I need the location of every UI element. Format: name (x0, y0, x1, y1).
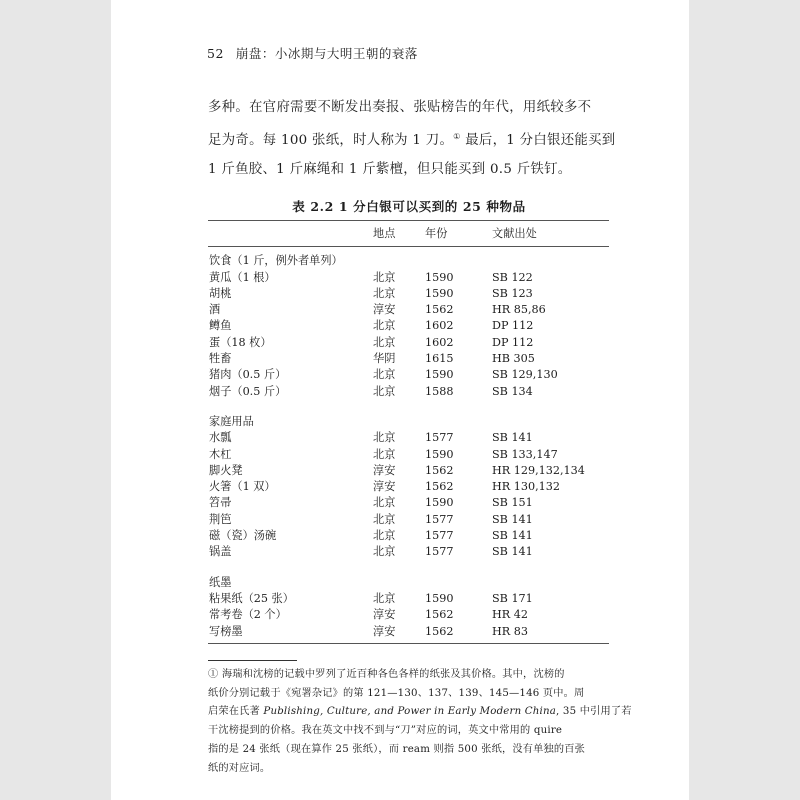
footnote-text: 启荣在氏著 (208, 706, 264, 718)
cell-location: 北京 (373, 591, 396, 605)
footnote-line (208, 703, 632, 722)
header-item (208, 226, 373, 242)
cell-source: SB 122 (492, 270, 533, 284)
cell-year: 1577 (425, 545, 454, 559)
cell-source: SB 141 (492, 529, 533, 543)
header-year: 年份 (425, 227, 448, 240)
body-line-part: 最后，1 分白银还能买到 (460, 133, 616, 148)
table-row (208, 463, 609, 479)
table-row (208, 430, 609, 446)
table-header-row (208, 221, 609, 246)
cell-item: 水瓢 (209, 431, 232, 445)
cell-source: HR 130,132 (492, 480, 560, 494)
table-section-title: 饮食（1 斤，例外者单列） (209, 254, 343, 268)
cell-year: 1590 (425, 270, 454, 284)
table-section-title: 家庭用品 (209, 414, 254, 428)
cell-source: DP 112 (492, 335, 534, 349)
footnote-line: 纸的对应词。 (208, 762, 271, 774)
cell-item: 磁（瓷）汤碗 (209, 529, 277, 543)
cell-year: 1590 (425, 447, 454, 461)
table-caption: 表 2.2 1 分白银可以买到的 25 种物品 (292, 199, 526, 214)
cell-location: 淳安 (373, 480, 396, 494)
cell-year: 1562 (425, 463, 454, 477)
table-row (208, 607, 609, 623)
table-section-title: 纸墨 (209, 575, 232, 589)
body-line: 多种。在官府需要不断发出奏报、张贴榜告的年代，用纸较多不 (208, 100, 592, 115)
section-spacer (208, 561, 609, 575)
cell-year: 1562 (425, 608, 454, 622)
cell-location: 华阴 (373, 352, 396, 366)
cell-location: 北京 (373, 496, 396, 510)
cell-location: 北京 (373, 384, 396, 398)
cell-year: 1615 (425, 352, 454, 366)
cell-item: 木杠 (209, 447, 232, 461)
cell-item: 酒 (209, 303, 221, 317)
cell-location: 北京 (373, 545, 396, 559)
table-row (208, 351, 609, 367)
footnote-rule (208, 660, 297, 661)
cell-location: 北京 (373, 447, 396, 461)
cell-source: SB 141 (492, 545, 533, 559)
book-page (111, 0, 689, 800)
cell-location: 淳安 (373, 624, 396, 638)
cell-year: 1562 (425, 303, 454, 317)
table-row (208, 384, 609, 400)
table-row (208, 270, 609, 286)
cell-item: 写榜墨 (209, 624, 243, 638)
cell-item: 牲畜 (209, 352, 232, 366)
cell-location: 北京 (373, 270, 396, 284)
cell-source: SB 141 (492, 431, 533, 445)
cell-year: 1577 (425, 431, 454, 445)
cell-item: 脚火凳 (209, 463, 243, 477)
cited-book-title: Publishing, Culture, and Power in Early Modern China (263, 706, 557, 718)
cell-item: 粘果纸（25 张） (209, 591, 294, 605)
cell-location: 北京 (373, 368, 396, 382)
cell-item: 黄瓜（1 根） (209, 270, 276, 284)
cell-item: 烟子（0.5 斤） (209, 384, 287, 398)
cell-item: 胡桃 (209, 286, 232, 300)
cell-source: SB 134 (492, 384, 533, 398)
body-text (208, 93, 616, 184)
cell-year: 1577 (425, 512, 454, 526)
footnote-reference[interactable]: ① (453, 132, 461, 141)
header-location: 地点 (373, 227, 396, 240)
body-line (208, 122, 616, 155)
cell-year: 1577 (425, 529, 454, 543)
table-body (208, 247, 609, 640)
cell-location: 北京 (373, 431, 396, 445)
book-title: 崩盘：小冰期与大明王朝的衰落 (235, 46, 418, 61)
cell-year: 1590 (425, 286, 454, 300)
cell-item: 笤帚 (209, 496, 232, 510)
cell-item: 常考卷（2 个） (209, 608, 287, 622)
cell-item: 鳟鱼 (209, 319, 232, 333)
table-row (208, 302, 609, 318)
header-source: 文献出处 (492, 227, 537, 240)
cell-item: 火箸（1 双） (209, 480, 276, 494)
cell-location: 北京 (373, 335, 396, 349)
cell-year: 1602 (425, 335, 454, 349)
table-row (208, 495, 609, 511)
table-row (208, 479, 609, 495)
table-row (208, 512, 609, 528)
table-row (208, 318, 609, 334)
table-row (208, 528, 609, 544)
table-row (208, 591, 609, 607)
cell-location: 北京 (373, 286, 396, 300)
cell-year: 1602 (425, 319, 454, 333)
cell-item: 荆笆 (209, 512, 232, 526)
cell-location: 北京 (373, 319, 396, 333)
cell-location: 淳安 (373, 463, 396, 477)
body-line-part: 足为奇。每 100 张纸，时人称为 1 刀。 (208, 133, 454, 148)
cell-item: 锅盖 (209, 545, 232, 559)
table-bottom-rule (208, 643, 609, 644)
table-row (208, 447, 609, 463)
cell-location: 淳安 (373, 303, 396, 317)
cell-source: HR 83 (492, 624, 528, 638)
cell-source: SB 141 (492, 512, 533, 526)
footnote-line: ① 海瑞和沈榜的记载中罗列了近百种各色各样的纸张及其价格。其中，沈榜的 (208, 669, 565, 680)
cell-year: 1590 (425, 591, 454, 605)
footnote-line: 纸价分别记载于《宛署杂记》的第 121—130、137、139、145—146 页中。周 (208, 687, 585, 699)
table-row (208, 335, 609, 351)
cell-source: SB 129,130 (492, 368, 558, 382)
table-row (208, 544, 609, 560)
cell-source: DP 112 (492, 319, 534, 333)
cell-location: 淳安 (373, 608, 396, 622)
cell-year: 1562 (425, 624, 454, 638)
cell-source: SB 151 (492, 496, 533, 510)
section-spacer (208, 400, 609, 414)
cell-item: 蛋（18 枚） (209, 335, 272, 349)
cell-source: SB 133,147 (492, 447, 558, 461)
cell-source: HR 85,86 (492, 303, 546, 317)
body-line: 1 斤鱼胶、1 斤麻绳和 1 斤紫檀，但只能买到 0.5 斤铁钉。 (208, 162, 572, 177)
cell-location: 北京 (373, 529, 396, 543)
footnote (208, 666, 632, 778)
cell-source: HR 42 (492, 608, 528, 622)
cell-source: HR 129,132,134 (492, 463, 585, 477)
cell-location: 北京 (373, 512, 396, 526)
running-head (207, 44, 418, 62)
cell-year: 1590 (425, 496, 454, 510)
cell-year: 1590 (425, 368, 454, 382)
page-number: 52 (207, 46, 224, 61)
cell-source: HB 305 (492, 352, 535, 366)
cell-year: 1562 (425, 480, 454, 494)
cell-source: SB 171 (492, 591, 533, 605)
footnote-text: , 35 中引用了若 (556, 706, 632, 718)
table-row (208, 367, 609, 383)
footnote-line: 指的是 24 张纸（现在算作 25 张纸），而 ream 则指 500 张纸，没有单独的百张 (208, 743, 586, 755)
table-row (208, 624, 609, 640)
cell-source: SB 123 (492, 286, 533, 300)
price-table (208, 220, 609, 644)
table-row (208, 286, 609, 302)
footnote-line: 干沈榜提到的价格。我在英文中找不到与“刀”对应的词，英文中常用的 quire (208, 725, 563, 737)
cell-item: 猪肉（0.5 斤） (209, 368, 287, 382)
cell-year: 1588 (425, 384, 454, 398)
